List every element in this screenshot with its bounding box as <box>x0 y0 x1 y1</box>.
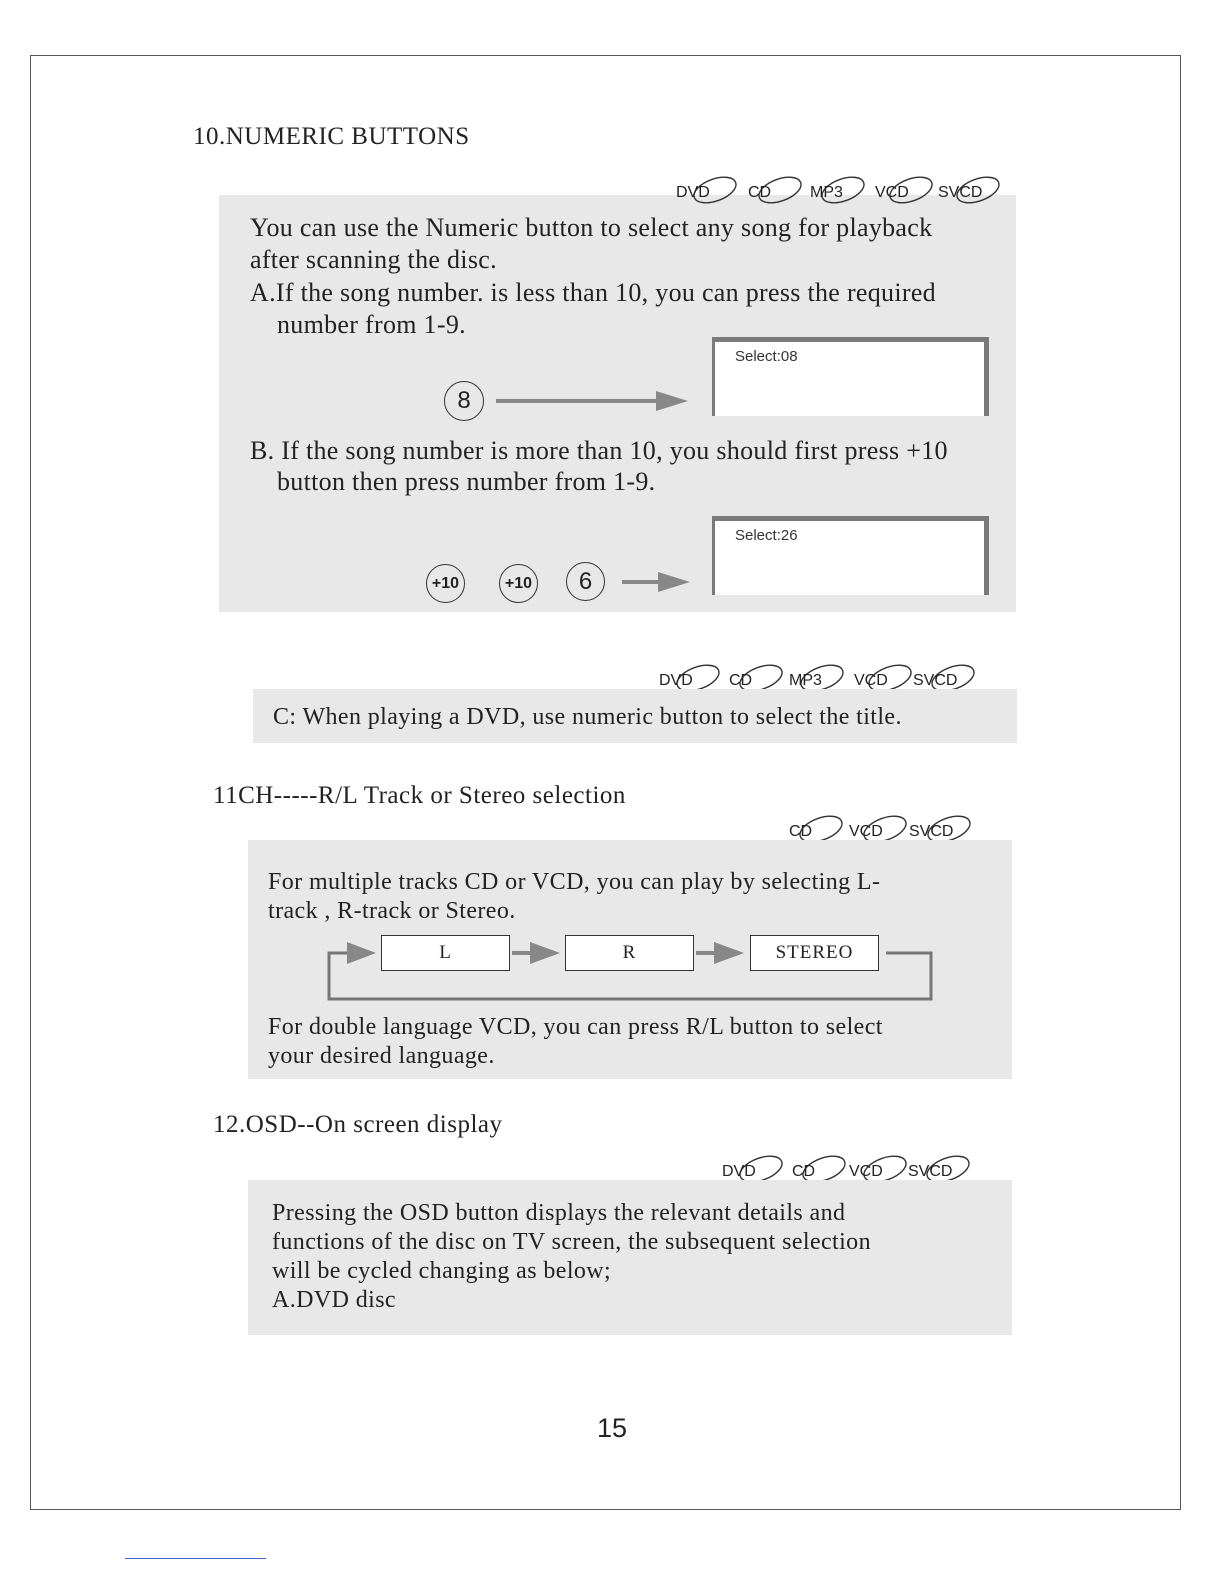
screen-text-b: Select:26 <box>735 527 798 544</box>
language-text-line-2: your desired language. <box>268 1043 495 1069</box>
svg-text:SVCD: SVCD <box>908 1163 953 1180</box>
numeric-intro-line-1: You can use the Numeric button to select any song for playback <box>250 213 933 242</box>
svg-text:SVCD: SVCD <box>913 672 958 689</box>
osd-text-line-1: Pressing the OSD button displays the relevant details and <box>272 1200 846 1226</box>
screen-text-a: Select:08 <box>735 348 798 365</box>
svg-text:DVD: DVD <box>659 672 693 689</box>
svg-text:MP3: MP3 <box>810 184 843 201</box>
track-text-line-1: For multiple tracks CD or VCD, you can play by selecting L- <box>268 869 881 895</box>
osd-text-line-2: functions of the disc on TV screen, the subsequent selection <box>272 1229 871 1255</box>
svg-text:VCD: VCD <box>849 823 883 840</box>
numeric-intro-line-2: after scanning the disc. <box>250 245 497 274</box>
numeric-a-line-1: A.If the song number. is less than 10, you can press the required <box>250 278 936 307</box>
page-number: 15 <box>596 1413 628 1443</box>
svg-text:VCD: VCD <box>854 672 888 689</box>
svg-text:SVCD: SVCD <box>938 184 983 201</box>
svg-text:CD: CD <box>789 823 813 840</box>
osd-text-line-4: A.DVD disc <box>272 1287 396 1313</box>
cd-disc-icon <box>748 176 810 206</box>
svg-text:DVD: DVD <box>676 184 710 201</box>
section-10-title: 10.NUMERIC BUTTONS <box>193 123 470 150</box>
track-box-l: L <box>381 935 510 971</box>
tv-screen-select-08 <box>712 337 989 416</box>
numeric-b-line-1: B. If the song number is more than 10, you should first press +10 <box>250 436 948 465</box>
section-12-title: 12.OSD--On screen display <box>213 1111 503 1138</box>
svg-text:MP3: MP3 <box>789 672 822 689</box>
track-box-r: R <box>565 935 694 971</box>
svg-text:VCD: VCD <box>849 1163 883 1180</box>
number-8-button: 8 <box>444 381 484 421</box>
svg-text:CD: CD <box>729 672 753 689</box>
svg-text:SVCD: SVCD <box>909 823 954 840</box>
svg-text:VCD: VCD <box>875 184 909 201</box>
dvd-title-text: C: When playing a DVD, use numeric button to select the title. <box>273 704 902 730</box>
number-6-button: 6 <box>566 562 605 601</box>
numeric-b-line-2: button then press number from 1-9. <box>277 467 656 496</box>
svg-text:DVD: DVD <box>722 1163 756 1180</box>
svg-text:CD: CD <box>748 184 772 201</box>
mp3-disc-icon <box>810 176 872 206</box>
language-text-line-1: For double language VCD, you can press R/L button to select <box>268 1014 883 1040</box>
plus-10-button-second: +10 <box>499 564 538 603</box>
arrow-to-screen-b <box>620 569 694 595</box>
svg-text:CD: CD <box>792 1163 816 1180</box>
numeric-a-line-2: number from 1-9. <box>277 310 466 339</box>
track-box-stereo: STEREO <box>750 935 879 971</box>
section-11-title: 11CH-----R/L Track or Stereo selection <box>213 782 626 809</box>
arrow-to-screen-a <box>494 388 694 414</box>
osd-text-line-3: will be cycled changing as below; <box>272 1258 612 1284</box>
vcd-disc-icon <box>875 176 937 206</box>
dvd-disc-icon <box>676 176 738 206</box>
track-text-line-2: track , R-track or Stereo. <box>268 898 516 924</box>
svcd-disc-icon <box>938 176 1008 206</box>
footer-rule <box>125 1558 266 1559</box>
tv-screen-select-26 <box>712 516 989 595</box>
plus-10-button: +10 <box>426 564 465 603</box>
